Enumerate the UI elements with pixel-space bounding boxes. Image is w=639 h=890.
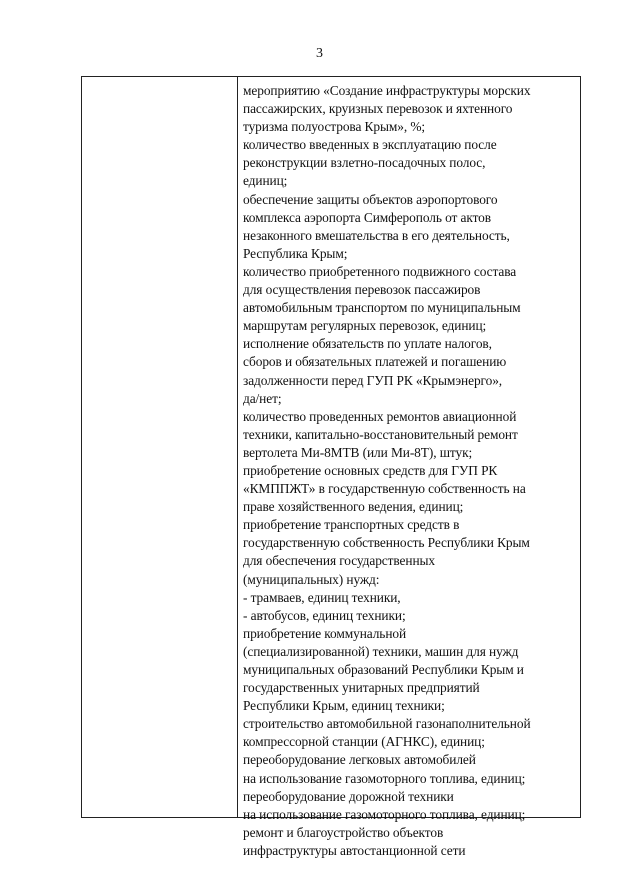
text-line: (муниципальных) нужд: <box>243 571 380 587</box>
text-line: сборов и обязательных платежей и погашению <box>243 354 507 370</box>
text-line: вертолета Ми-8МТВ (или Ми-8Т), штук; <box>243 444 473 460</box>
text-line: приобретение основных средств для ГУП РК <box>243 462 498 478</box>
text-line: приобретение коммунальной <box>243 625 407 641</box>
text-line: - трамваев, единиц техники, <box>243 589 401 605</box>
text-line: государственную собственность Республики Крым <box>243 535 530 551</box>
text-line: муниципальных образований Республики Крым и <box>243 662 524 677</box>
text-line: Республики Крым, единиц техники; <box>243 698 445 714</box>
text-line: инфраструктуры автостанционной сети <box>243 842 466 858</box>
column-divider <box>237 77 238 817</box>
text-line: для осуществления перевозок пассажиров <box>243 282 481 298</box>
text-line: праве хозяйственного ведения, единиц; <box>243 499 464 515</box>
text-line: незаконного вмешательства в его деятельность, <box>243 227 510 243</box>
text-line: компрессорной станции (АГНКС), единиц; <box>243 734 485 750</box>
text-line: количество проведенных ремонтов авиационной <box>243 408 517 424</box>
text-line: туризма полуострова Крым», %; <box>243 119 426 135</box>
text-line: исполнение обязательств по уплате налогов, <box>243 336 492 352</box>
document-table <box>81 76 581 858</box>
text-line: реконструкции взлетно-посадочных полос, <box>243 155 486 171</box>
text-line: пассажирских, круизных перевозок и яхтенного <box>243 101 513 117</box>
text-line: - автобусов, единиц техники; <box>243 607 406 623</box>
text-line: переоборудование легковых автомобилей <box>243 752 476 768</box>
text-line: на использование газомоторного топлива, единиц; <box>243 806 526 822</box>
table-right-cell <box>243 82 579 860</box>
text-line: ремонт и благоустройство объектов <box>243 824 444 840</box>
text-line: комплекса аэропорта Симферополь от актов <box>243 209 491 225</box>
text-line: приобретение транспортных средств в <box>243 517 460 533</box>
text-line: маршрутам регулярных перевозок, единиц; <box>243 318 487 334</box>
text-line: (специализированной) техники, машин для нужд <box>243 643 519 659</box>
table-left-cell <box>82 77 237 817</box>
text-line: переоборудование дорожной техники <box>243 788 454 804</box>
text-line: обеспечение защиты объектов аэропортового <box>243 191 498 207</box>
text-line: государственных унитарных предприятий <box>243 680 480 696</box>
text-line: для обеспечения государственных <box>243 553 436 569</box>
text-line: задолженности перед ГУП РК «Крымэнерго», <box>243 372 503 388</box>
text-line: техники, капитально-восстановительный ремонт <box>243 426 518 442</box>
text-line: количество введенных в эксплуатацию после <box>243 137 497 153</box>
text-line: Республика Крым; <box>243 245 348 261</box>
text-line: количество приобретенного подвижного состава <box>243 263 517 279</box>
text-line: на использование газомоторного топлива, единиц; <box>243 770 526 786</box>
page-number: 3 <box>316 46 323 61</box>
text-line: автомобильным транспортом по муниципальным <box>243 300 521 316</box>
text-line: мероприятию «Создание инфраструктуры морских <box>243 83 531 98</box>
text-line: единиц; <box>243 173 288 189</box>
text-line: «КМППЖТ» в государственную собственность на <box>243 481 526 497</box>
text-line: строительство автомобильной газонаполнительной <box>243 716 531 732</box>
text-line: да/нет; <box>243 390 282 406</box>
